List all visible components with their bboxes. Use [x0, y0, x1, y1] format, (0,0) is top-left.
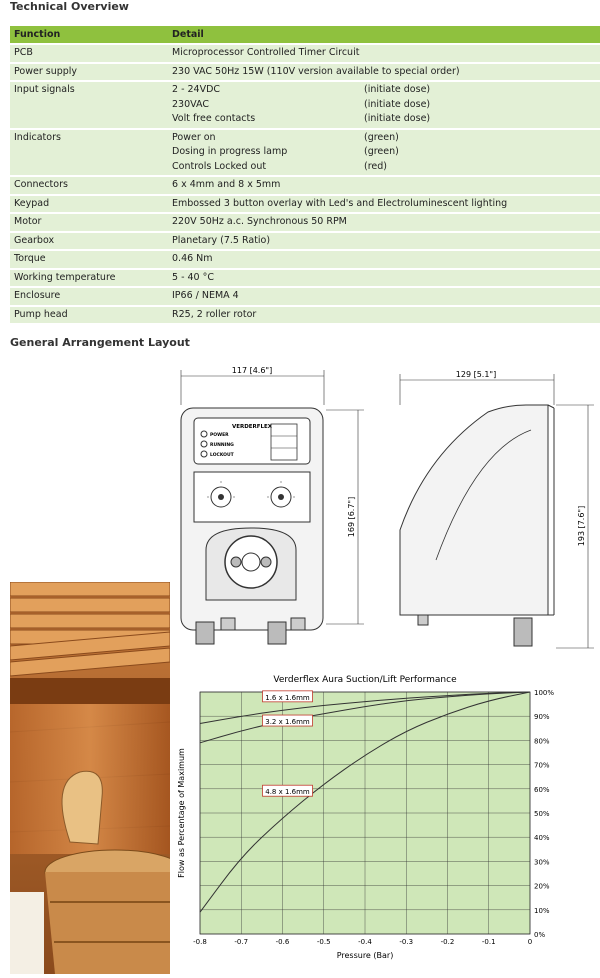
panel-brand: VERDERFLEX: [231, 424, 273, 430]
detail-line: [172, 308, 596, 323]
detail-value: Power on: [172, 131, 216, 143]
spec-detail: [168, 196, 600, 213]
spec-function: Keypad: [10, 196, 168, 213]
spec-row: [10, 214, 600, 231]
spec-detail: [168, 214, 600, 231]
spec-function: Motor: [10, 214, 168, 231]
spec-function: Power supply: [10, 64, 168, 81]
detail-line: [172, 83, 596, 98]
spec-detail: [168, 233, 600, 250]
detail-value: 5 - 40 °C: [172, 271, 215, 283]
detail-line: [172, 215, 596, 230]
detail-note: (green): [364, 146, 399, 157]
front-height-dim: 169 [6.7"]: [347, 496, 356, 538]
spec-detail: [168, 270, 600, 287]
spec-detail: [168, 251, 600, 268]
series-label-1: 3.2 x 1.6mm: [265, 718, 310, 727]
spec-table-header: [10, 26, 600, 43]
spec-row: [10, 270, 600, 287]
x-tick-label: -0.3: [399, 938, 414, 946]
series-label-2: 4.8 x 1.6mm: [265, 788, 310, 797]
detail-line: [172, 131, 596, 146]
spec-function: Gearbox: [10, 233, 168, 250]
y-tick-label: 100%: [534, 689, 555, 697]
y-tick-label: 60%: [534, 785, 550, 794]
spec-detail: [168, 45, 600, 62]
x-tick-label: -0.1: [481, 938, 496, 946]
spec-row: [10, 196, 600, 213]
y-tick-label: 40%: [534, 834, 550, 843]
detail-value: Controls Locked out: [172, 160, 267, 172]
detail-line: [172, 160, 596, 175]
detail-note: (green): [364, 131, 399, 143]
spec-detail: [168, 288, 600, 305]
spec-function: Indicators: [10, 130, 168, 176]
y-tick-label: 0%: [534, 931, 546, 939]
detail-value: Microprocessor Controlled Timer Circuit: [172, 47, 360, 58]
detail-note: (initiate dose): [364, 113, 431, 124]
spec-row: [10, 177, 600, 194]
spec-function: PCB: [10, 45, 168, 62]
header-function: Function: [10, 26, 168, 43]
detail-note: (initiate dose): [364, 84, 431, 95]
y-tick-label: 90%: [534, 713, 550, 722]
detail-value: 2 - 24VDC: [172, 84, 221, 95]
y-axis-label: Flow as Percentage of Maximum: [177, 748, 186, 878]
spec-function: Working temperature: [10, 270, 168, 287]
detail-value: 230 VAC 50Hz 15W (110V version available to special order): [172, 65, 460, 77]
spec-function: Input signals: [10, 82, 168, 128]
led-lockout: LOCKOUT: [210, 453, 234, 458]
sauna-photo: [10, 582, 170, 974]
arrangement-drawing: [176, 360, 600, 660]
detail-line: [172, 271, 596, 286]
y-tick-label: 10%: [534, 906, 550, 915]
detail-line: [172, 46, 596, 61]
side-height-dim: 193 [7.6"]: [577, 505, 586, 547]
x-tick-label: 0: [527, 938, 533, 946]
detail-value: Planetary (7.5 Ratio): [172, 234, 271, 246]
spec-table: [10, 24, 600, 325]
detail-line: [172, 234, 596, 249]
detail-line: [172, 289, 596, 304]
technical-overview-title: Technical Overview: [10, 0, 129, 13]
detail-value: 6 x 4mm and 8 x 5mm: [172, 179, 281, 190]
led-running: RUNNING: [210, 443, 234, 448]
spec-detail: [168, 82, 600, 128]
led-power: POWER: [210, 433, 229, 438]
detail-line: [172, 98, 596, 113]
side-width-dim: 129 [5.1"]: [455, 370, 497, 379]
spec-row: [10, 82, 600, 128]
spec-detail: [168, 177, 600, 194]
spec-detail: [168, 64, 600, 81]
detail-note: (initiate dose): [364, 98, 431, 110]
detail-value: 0.46 Nm: [172, 253, 213, 264]
detail-line: [172, 145, 596, 160]
series-label-0: 1.6 x 1.6mm: [265, 693, 310, 702]
x-tick-label: -0.5: [316, 938, 331, 946]
y-tick-label: 50%: [534, 810, 550, 818]
detail-value: Dosing in progress lamp: [172, 146, 288, 157]
spec-row: [10, 130, 600, 176]
y-tick-label: 80%: [534, 737, 550, 746]
detail-line: [172, 178, 596, 193]
detail-line: [172, 197, 596, 212]
performance-chart: [176, 668, 600, 974]
detail-note: (red): [364, 160, 387, 172]
detail-value: Embossed 3 button overlay with Led's and Electroluminescent lighting: [172, 197, 508, 209]
x-axis-label: Pressure (Bar): [336, 951, 394, 960]
detail-line: [172, 65, 596, 80]
spec-row: [10, 233, 600, 250]
spec-function: Pump head: [10, 307, 168, 324]
spec-row: [10, 288, 600, 305]
x-tick-label: -0.7: [234, 938, 249, 946]
y-tick-label: 70%: [534, 761, 550, 770]
x-tick-label: -0.2: [440, 938, 455, 946]
detail-value: Volt free contacts: [172, 113, 256, 124]
y-tick-label: 30%: [534, 858, 550, 867]
general-arrangement-title: General Arrangement Layout: [10, 336, 190, 349]
x-tick-label: -0.4: [358, 938, 372, 946]
detail-value: IP66 / NEMA 4: [172, 290, 239, 301]
spec-row: [10, 64, 600, 81]
spec-function: Torque: [10, 251, 168, 268]
detail-value: R25, 2 roller rotor: [172, 308, 257, 320]
detail-value: 230VAC: [172, 98, 209, 110]
front-width-dim: 117 [4.6"]: [231, 366, 273, 375]
spec-function: Connectors: [10, 177, 168, 194]
spec-row: [10, 45, 600, 62]
detail-value: 220V 50Hz a.c. Synchronous 50 RPM: [172, 216, 347, 227]
spec-detail: [168, 130, 600, 176]
detail-line: [172, 112, 596, 127]
spec-row: [10, 251, 600, 268]
spec-detail: [168, 307, 600, 324]
spec-row: [10, 307, 600, 324]
detail-line: [172, 252, 596, 267]
x-tick-label: -0.6: [275, 938, 290, 946]
chart-title: Verderflex Aura Suction/Lift Performance: [273, 675, 457, 685]
spec-function: Enclosure: [10, 288, 168, 305]
y-tick-label: 20%: [534, 882, 550, 891]
x-tick-label: -0.8: [193, 938, 207, 946]
header-detail: Detail: [168, 26, 600, 43]
